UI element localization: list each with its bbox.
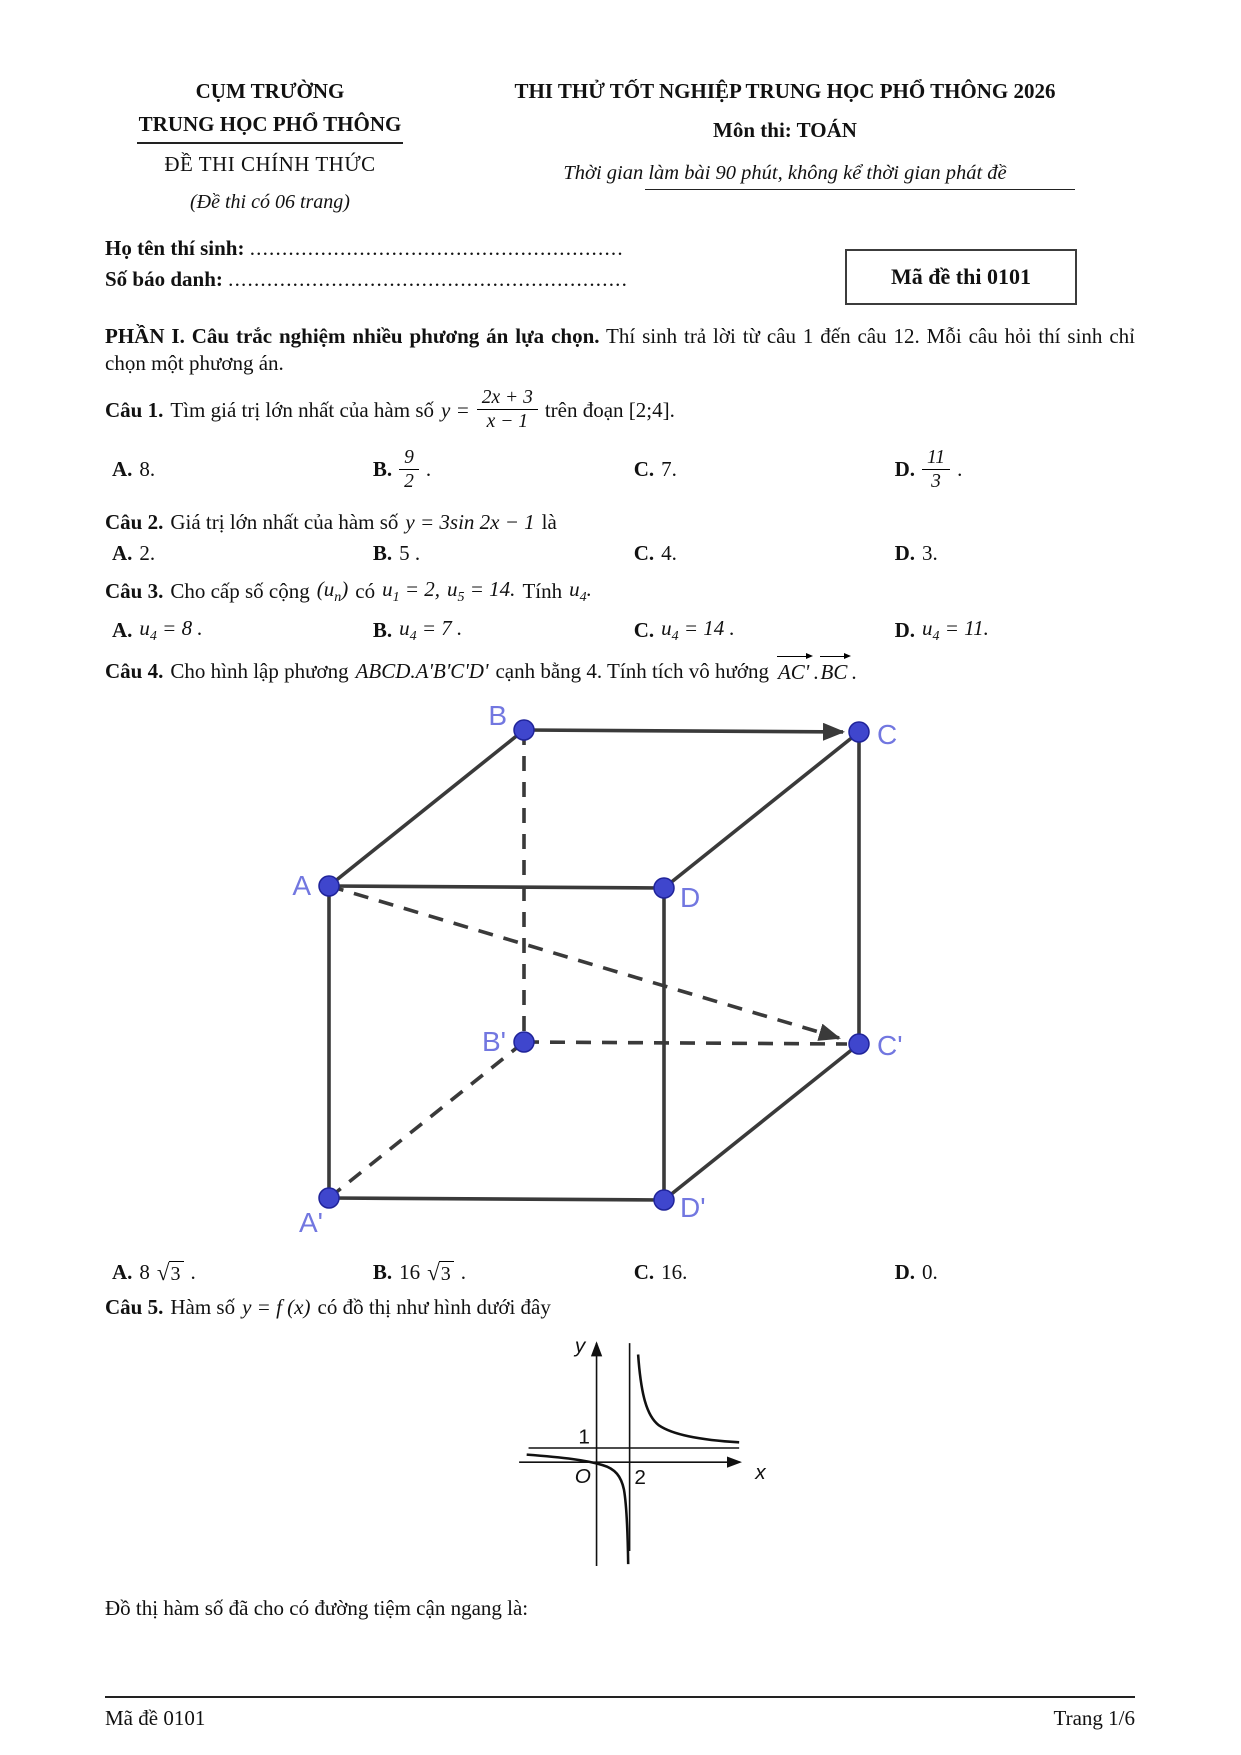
answer-option: B. $\frac{9}{2}$ .: [372, 447, 432, 493]
question-5-closing: Đồ thị hàm số đã cho có đường tiệm cận ngang là:: [105, 1595, 529, 1620]
question-3-text: Cho cấp số cộng: [170, 578, 310, 603]
vertex-D: [654, 878, 674, 898]
tick-1: 1: [578, 1424, 590, 1448]
school-cluster: CỤM TRƯỜNG: [195, 79, 345, 103]
answer-option: C. 7.: [633, 457, 677, 482]
question-1-fraction: $\frac{2x + 3}{x - 1}$: [477, 387, 538, 433]
question-3-sequence: $(u_n)$: [316, 576, 349, 605]
question-1-lhs: y =: [441, 397, 470, 422]
edge-DC: [664, 732, 859, 888]
question-4: Câu 4. Cho hình lập phương ABCD.A'B'C'D' cạnh bằng 4. Tính tích vô hướng AC' .BC .: [105, 656, 1135, 686]
header: [105, 78, 1135, 215]
answer-option: A. 8.: [112, 457, 156, 482]
page-count-note: (Đề thi có 06 trang): [190, 190, 350, 213]
label-A: A: [292, 869, 311, 901]
question-2-text: Giá trị lớn nhất của hàm số: [170, 510, 399, 535]
exam-code-box: Mã đề thi 0101: [845, 249, 1077, 305]
candidate-name-label: Họ tên thí sinh:: [105, 235, 245, 260]
edge-A'D': [329, 1198, 664, 1200]
edge-AD: [329, 886, 664, 888]
header-left: [105, 78, 435, 215]
edge-D'C': [664, 1044, 859, 1200]
answer-option: B. $u_4 = 7$ .: [372, 616, 463, 645]
question-4-label: Câu 4.: [105, 658, 164, 683]
answer-option: D. 0.: [894, 1260, 938, 1285]
question-5-text: Hàm số: [170, 1295, 236, 1320]
duration-underline: [645, 189, 1075, 190]
answer-option: D. $\frac{11}{3}$ .: [894, 447, 963, 493]
curve-upper-branch: [638, 1354, 739, 1442]
label-C': C': [877, 1029, 903, 1061]
question-4-text: Cho hình lập phương: [170, 658, 349, 683]
question-1-domain: trên đoạn [2;4].: [544, 397, 675, 422]
answer-option: B. 5 .: [372, 541, 421, 566]
question-2-answers: [105, 540, 1135, 567]
answer-fraction: $\frac{9}{2}$: [399, 447, 419, 493]
question-1: [105, 387, 1135, 433]
part1-heading: [105, 323, 1135, 378]
footer-page-number: Trang 1/6: [1053, 1706, 1135, 1730]
question-3-u5: $u_5 = 14$.: [447, 576, 516, 605]
answer-option: D. $u_4 = 11$.: [894, 616, 989, 645]
label-C: C: [877, 718, 898, 750]
vector-AC'-arrow: [329, 886, 839, 1038]
part1-heading-rest: Thí sinh trả lời từ câu 1 đến câu 12. Mỗi câu hỏi thí sinh chỉ chọn một phương án.: [105, 323, 1135, 376]
candidate-id-dotted-line: ..............................................................: [228, 266, 629, 291]
cube-figure: [287, 699, 1135, 1251]
vertex-B': [514, 1032, 534, 1052]
sqrt-expression: √ 3: [157, 1261, 184, 1284]
question-3-u4: $u_4$.: [569, 576, 592, 605]
answer-option: D. 3.: [894, 541, 938, 566]
answer-option: C. $u_4 = 14$ .: [633, 616, 735, 645]
vertex-A': [319, 1188, 339, 1208]
vertex-A: [319, 876, 339, 896]
question-5: Câu 5. Hàm số y = f (x) có đồ thị như hình dưới đây: [105, 1294, 1135, 1321]
question-5-function: y = f (x): [242, 1295, 311, 1320]
label-D': D': [680, 1191, 706, 1223]
y-axis-label: y: [574, 1334, 586, 1358]
question-2: Câu 2. Giá trị lớn nhất của hàm số y = 3sin 2x − 1 là: [105, 509, 1135, 536]
vector-BC: BC: [819, 656, 852, 686]
origin-label: O: [574, 1464, 591, 1488]
vertex-C': [849, 1034, 869, 1054]
page-footer: [105, 1696, 1135, 1732]
question-5-label: Câu 5.: [105, 1295, 164, 1320]
answer-option: A. $u_4 = 8$ .: [112, 616, 203, 645]
question-1-label: Câu 1.: [105, 397, 164, 422]
question-4-vectors: AC' .BC .: [776, 656, 857, 686]
edge-A'B'-dashed: [329, 1042, 524, 1198]
tick-2: 2: [634, 1465, 646, 1489]
candidate-block: [105, 235, 1135, 297]
question-1-answers: [105, 437, 1135, 503]
answer-fraction: $\frac{11}{3}$: [922, 447, 950, 493]
label-B': B': [481, 1025, 506, 1057]
candidate-id-label: Số báo danh:: [105, 266, 223, 291]
answer-option: A. 8 √ 3 .: [112, 1259, 373, 1286]
question-2-formula: y = 3sin 2x − 1: [405, 510, 535, 535]
sqrt-expression: √ 3: [427, 1261, 454, 1284]
edge-B'C'-dashed: [524, 1042, 847, 1044]
school-name: TRUNG HỌC PHỔ THÔNG: [137, 111, 404, 143]
label-A': A': [298, 1206, 323, 1238]
exam-subject: Môn thi: TOÁN: [713, 118, 857, 143]
label-B: B: [488, 699, 507, 731]
function-graph: [453, 1328, 1135, 1609]
question-4-answers: [105, 1259, 1135, 1286]
question-3: Câu 3. Cho cấp số cộng $(u_n)$ có $u_1 = 2$, $u_5 = 14$. Tính $u_4$.: [105, 576, 1135, 607]
vector-BC-arrow: [524, 730, 843, 732]
answer-option: B. 16 √ 3 .: [373, 1259, 634, 1286]
question-3-u1: $u_1 = 2$,: [382, 576, 441, 605]
vertex-B: [514, 720, 534, 740]
exam-duration: Thời gian làm bài 90 phút, không kể thời gian phát đề: [563, 161, 1007, 184]
footer-exam-code: Mã đề 0101: [105, 1706, 206, 1730]
vertex-C: [849, 722, 869, 742]
official-exam-label: ĐỀ THI CHÍNH THỨC: [164, 151, 376, 176]
vector-AC': AC': [776, 656, 813, 686]
vertex-D': [654, 1190, 674, 1210]
label-D: D: [680, 881, 701, 913]
question-2-label: Câu 2.: [105, 510, 164, 535]
question-3-label: Câu 3.: [105, 578, 164, 603]
part1-heading-bold: PHẦN I. Câu trắc nghiệm nhiều phương án lựa chọn.: [105, 323, 600, 348]
question-3-answers: [105, 615, 1135, 646]
x-axis-label: x: [755, 1460, 766, 1484]
candidate-name-dotted-line: ..........................................................: [249, 235, 624, 260]
exam-title: THI THỬ TỐT NGHIỆP TRUNG HỌC PHỔ THÔNG 2026: [514, 79, 1056, 103]
answer-option: A. 2.: [112, 541, 156, 566]
question-1-text: Tìm giá trị lớn nhất của hàm số: [170, 397, 434, 422]
answer-option: C. 4.: [633, 541, 677, 566]
answer-option: C. 16.: [633, 1260, 688, 1285]
edge-AB: [329, 730, 524, 886]
question-4-cube-name: ABCD.A'B'C'D': [355, 658, 489, 683]
header-right: [435, 78, 1135, 215]
